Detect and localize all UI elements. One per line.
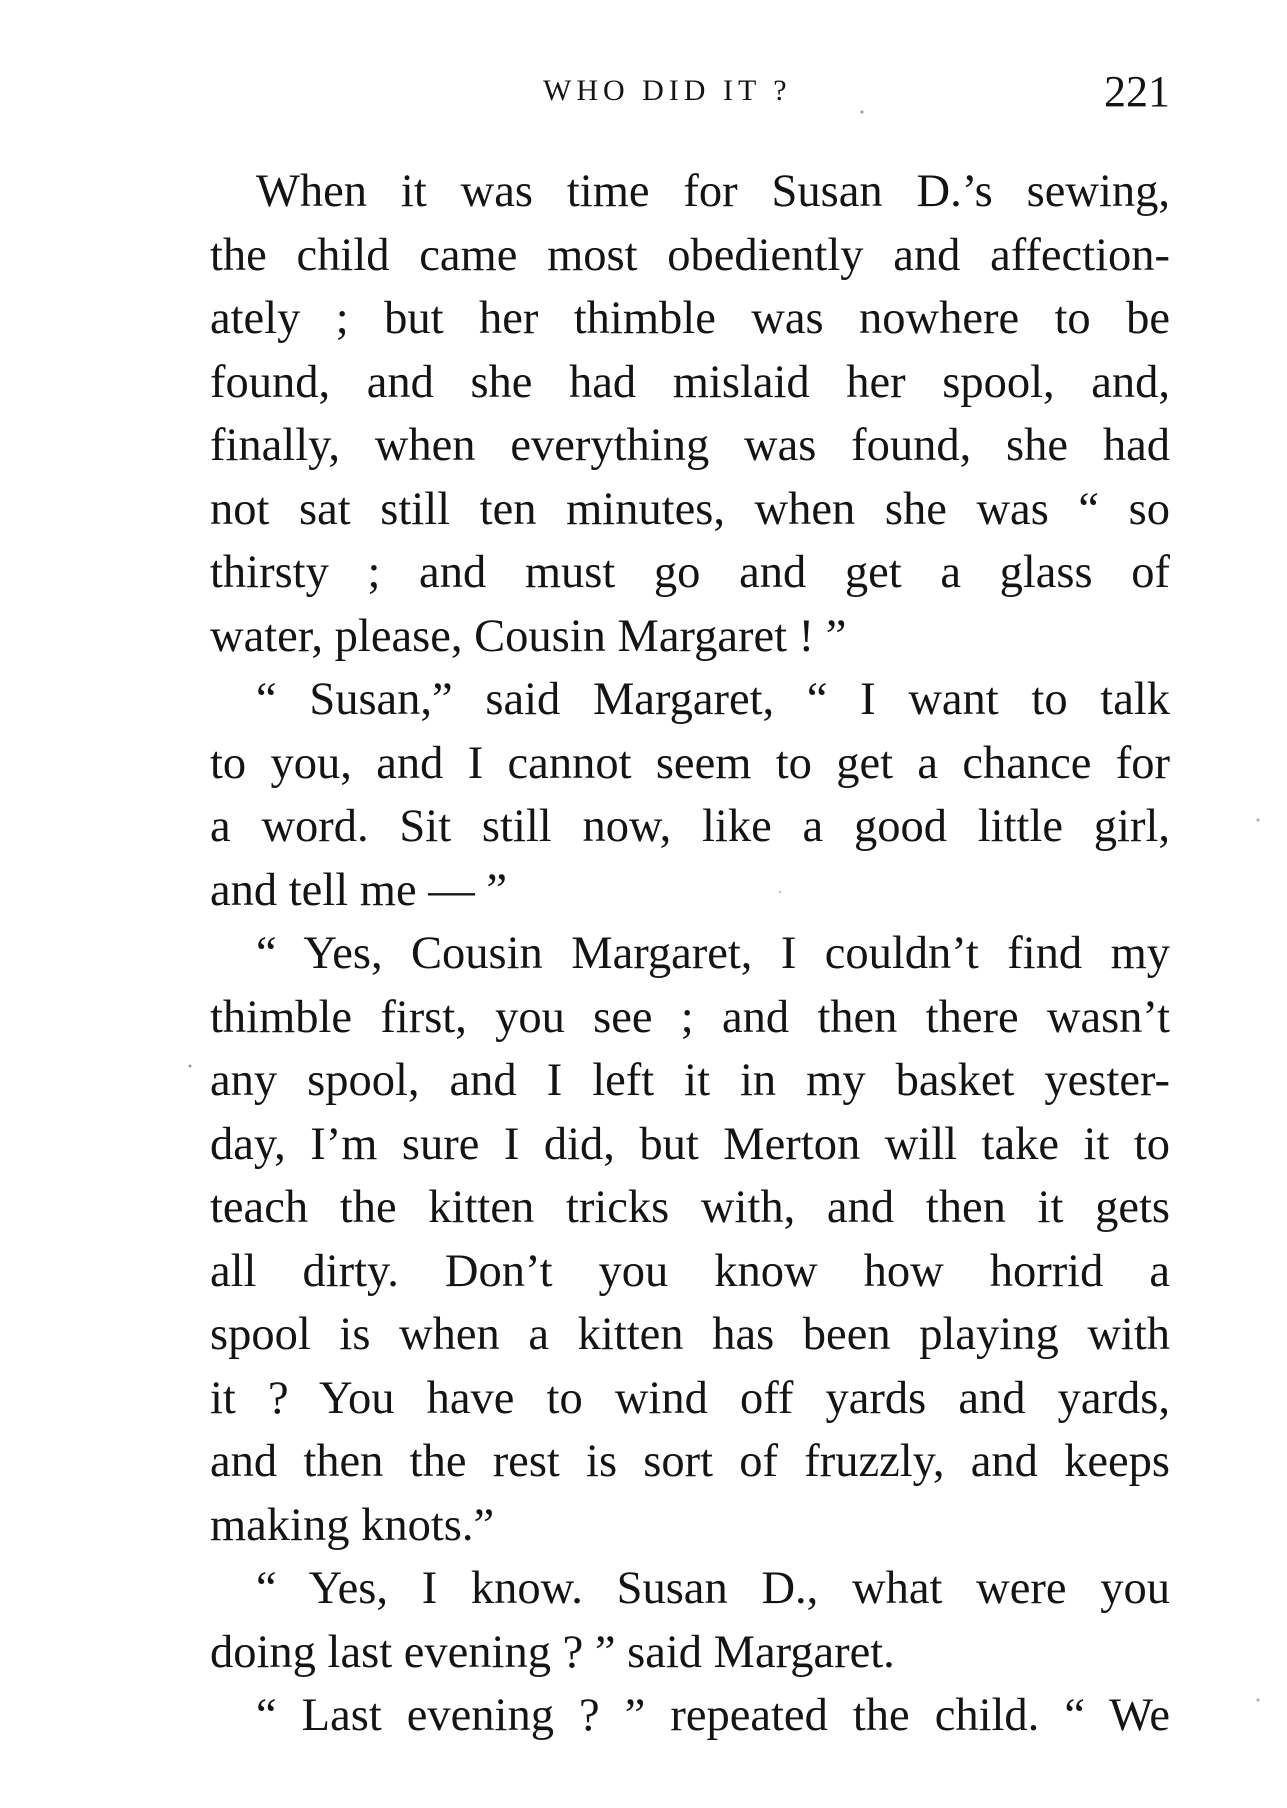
text-line: it ? You have to wind off yards and yards, <box>210 1372 1170 1424</box>
text-line: thimble first, you see ; and then there wasn’t <box>210 991 1170 1043</box>
speck <box>861 111 864 114</box>
text-line: “ Yes, I know. Susan D., what were you <box>256 1563 1170 1614</box>
text-line: day, I’m sure I did, but Merton will take it to <box>210 1118 1170 1170</box>
text-line: ately ; but her thimble was nowhere to be <box>210 293 1170 344</box>
text-line: to you, and I cannot seem to get a chance for <box>210 737 1170 789</box>
speck <box>1257 1699 1260 1702</box>
text-line: “ Susan,” said Margaret, “ I want to talk <box>256 674 1170 725</box>
text-line: found, and she had mislaid her spool, and, <box>210 356 1170 408</box>
text-line: spool is when a kitten has been playing with <box>210 1309 1170 1360</box>
running-title: WHO DID IT ? <box>543 74 792 107</box>
text-line: a word. Sit still now, like a good little girl, <box>210 801 1170 852</box>
text-line: thirsty ; and must go and get a glass of <box>210 547 1170 598</box>
text-line: all dirty. Don’t you know how horrid a <box>210 1245 1170 1297</box>
text-line: teach the kitten tricks with, and then it gets <box>210 1182 1170 1233</box>
speck <box>779 891 781 893</box>
text-line: and tell me — ” <box>210 864 507 916</box>
speck <box>1257 819 1260 822</box>
text-line: When it was time for Susan D.’s sewing, <box>256 166 1170 217</box>
text-line: finally, when everything was found, she had <box>210 420 1170 471</box>
text-line: “ Last evening ? ” repeated the child. “ We <box>256 1690 1170 1741</box>
text-line: water, please, Cousin Margaret ! ” <box>210 610 847 662</box>
text-line: and then the rest is sort of fruzzly, and keeps <box>210 1436 1170 1487</box>
text-line: any spool, and I left it in my basket yester- <box>210 1055 1170 1106</box>
speck <box>189 1065 192 1068</box>
text-line: doing last evening ? ” said Margaret. <box>210 1626 895 1678</box>
text-line: not sat still ten minutes, when she was “ so <box>210 483 1170 535</box>
text-line: “ Yes, Cousin Margaret, I couldn’t find my <box>256 928 1170 979</box>
page-number: 221 <box>1104 67 1170 116</box>
text-line: the child came most obediently and affection- <box>210 229 1170 281</box>
text-line: making knots.” <box>210 1499 495 1551</box>
